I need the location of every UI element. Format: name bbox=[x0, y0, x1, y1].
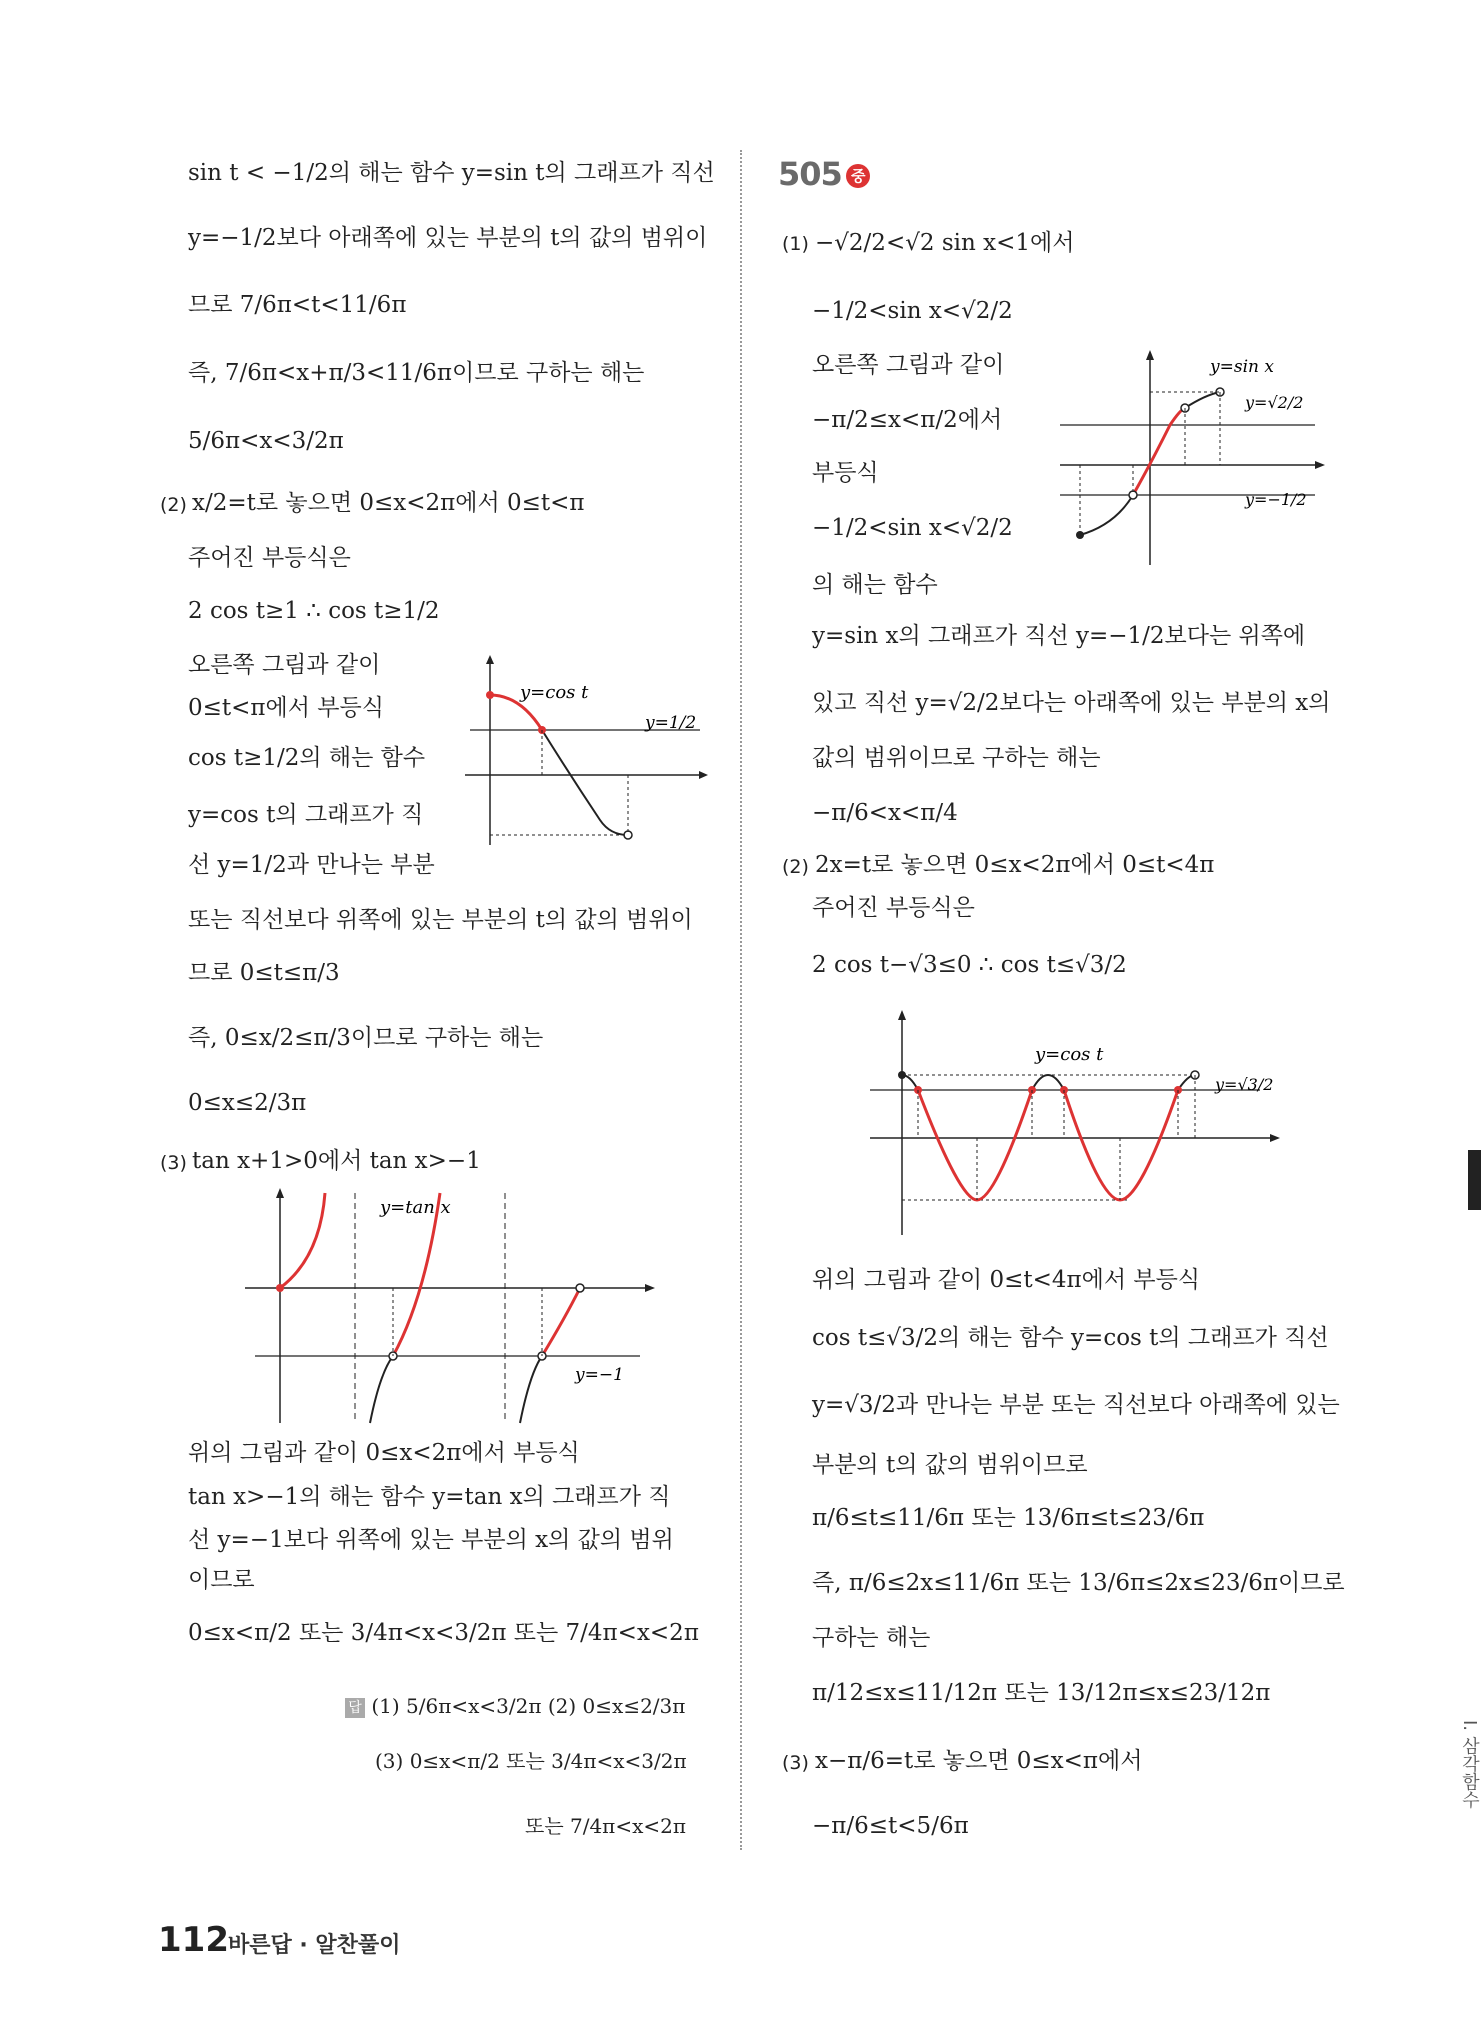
right-line-7: 의 해는 함수 bbox=[812, 572, 938, 598]
sin-graph-bottom-line: y=−1/2 bbox=[1245, 490, 1307, 509]
column-divider bbox=[740, 150, 742, 1850]
right-line-24: −π/6≤t<5/6π bbox=[812, 1813, 969, 1839]
right-line-17: y=√3/2과 만나는 부분 또는 직선보다 아래쪽에 있는 bbox=[812, 1392, 1340, 1418]
problem-number: 505 중 bbox=[778, 155, 870, 193]
right-line-1: −√2/2<√2 sin x<1에서 bbox=[815, 230, 1075, 256]
sin-graph bbox=[1055, 350, 1325, 570]
left-line-12: y=cos t의 그래프가 직 bbox=[188, 802, 424, 828]
left-line-14: 또는 직선보다 위쪽에 있는 부분의 t의 값의 범위이 bbox=[188, 907, 693, 933]
left-line-10: 0≤t<π에서 부등식 bbox=[188, 695, 384, 721]
left-line-19: 위의 그림과 같이 0≤x<2π에서 부등식 bbox=[188, 1440, 580, 1466]
sin-graph-label: y=sin x bbox=[1210, 357, 1274, 377]
right-line-2: −1/2<sin x<√2/2 bbox=[812, 298, 1013, 324]
cos2-graph-label: y=cos t bbox=[1035, 1044, 1104, 1065]
left-line-22: 이므로 bbox=[188, 1567, 255, 1593]
right-line-19: π/6≤t≤11/6π 또는 13/6π≤t≤23/6π bbox=[812, 1505, 1205, 1531]
answer-line-1 bbox=[345, 1695, 685, 1718]
left-line-16: 즉, 0≤x/2≤π/3이므로 구하는 해는 bbox=[188, 1025, 544, 1051]
left-line-21: 선 y=−1보다 위쪽에 있는 부분의 x의 값의 범위 bbox=[188, 1527, 674, 1553]
answer-text-1: (1) 5/6π<x<3/2π (2) 0≤x≤2/3π bbox=[371, 1694, 686, 1718]
right-line-15: 위의 그림과 같이 0≤t<4π에서 부등식 bbox=[812, 1267, 1201, 1293]
left-line-20: tan x>−1의 해는 함수 y=tan x의 그래프가 직 bbox=[188, 1484, 671, 1510]
right-line-21: 구하는 해는 bbox=[812, 1625, 931, 1651]
left-line-8: 2 cos t≥1 ∴ cos t≥1/2 bbox=[188, 598, 440, 624]
cos-graph-right bbox=[850, 1010, 1280, 1240]
cos-graph-left bbox=[460, 650, 710, 850]
sin-graph-top-line: y=√2/2 bbox=[1245, 393, 1304, 412]
right-line-13: 주어진 부등식은 bbox=[812, 895, 975, 921]
left-line-6: x/2=t로 놓으면 0≤x<2π에서 0≤t<π bbox=[192, 490, 585, 516]
right-line-12: 2x=t로 놓으면 0≤x<2π에서 0≤t<4π bbox=[815, 852, 1215, 878]
cos2-graph-line-label: y=√3/2 bbox=[1215, 1075, 1274, 1094]
left-line-1: sin t < −1/2의 해는 함수 y=sin t의 그래프가 직선 bbox=[188, 160, 715, 186]
side-chapter-text: I. 삼각함수 bbox=[1459, 1720, 1480, 1809]
right-line-11: −π/6<x<π/4 bbox=[812, 800, 958, 826]
right-line-10: 값의 범위이므로 구하는 해는 bbox=[812, 745, 1101, 771]
answer-line-2: (3) 0≤x<π/2 또는 3/4π<x<3/2π bbox=[375, 1749, 687, 1773]
page-label: 바른답 · 알찬풀이 bbox=[228, 1933, 401, 1958]
left-line-11: cos t≥1/2의 해는 함수 bbox=[188, 745, 426, 771]
right-question-2: (2) bbox=[782, 856, 809, 878]
right-question-1: (1) bbox=[782, 233, 809, 255]
tan-graph-label: y=tan x bbox=[380, 1197, 451, 1218]
left-line-4: 즉, 7/6π<x+π/3<11/6π이므로 구하는 해는 bbox=[188, 360, 645, 386]
right-question-3: (3) bbox=[782, 1752, 809, 1774]
left-line-13: 선 y=1/2과 만나는 부분 bbox=[188, 852, 435, 878]
right-line-18: 부분의 t의 값의 범위이므로 bbox=[812, 1452, 1088, 1478]
side-tab bbox=[1468, 1150, 1481, 1210]
right-line-6: −1/2<sin x<√2/2 bbox=[812, 515, 1013, 541]
cos-graph-label: y=cos t bbox=[520, 682, 589, 703]
answer-box: 답 bbox=[345, 1698, 365, 1718]
tan-graph bbox=[240, 1188, 660, 1428]
tan-graph-line-label: y=−1 bbox=[575, 1365, 624, 1385]
right-line-14: 2 cos t−√3≤0 ∴ cos t≤√3/2 bbox=[812, 952, 1127, 978]
left-line-7: 주어진 부등식은 bbox=[188, 545, 351, 571]
page-number: 112 bbox=[158, 1920, 229, 1960]
left-question-2: (2) bbox=[160, 494, 187, 516]
right-line-3: 오른쪽 그림과 같이 bbox=[812, 352, 1005, 378]
cos-graph-line-label: y=1/2 bbox=[645, 713, 697, 733]
left-line-2: y=−1/2보다 아래쪽에 있는 부분의 t의 값의 범위이 bbox=[188, 225, 708, 251]
answer-line-3: 또는 7/4π<x<2π bbox=[525, 1814, 686, 1838]
left-line-3: 므로 7/6π<t<11/6π bbox=[188, 292, 407, 318]
right-line-20: 즉, π/6≤2x≤11/6π 또는 13/6π≤2x≤23/6π이므로 bbox=[812, 1570, 1345, 1596]
left-line-23: 0≤x<π/2 또는 3/4π<x<3/2π 또는 7/4π<x<2π bbox=[188, 1620, 699, 1646]
left-line-9: 오른쪽 그림과 같이 bbox=[188, 652, 381, 678]
right-line-23: x−π/6=t로 놓으면 0≤x<π에서 bbox=[815, 1748, 1143, 1774]
right-line-5: 부등식 bbox=[812, 460, 879, 486]
right-line-9: 있고 직선 y=√2/2보다는 아래쪽에 있는 부분의 x의 bbox=[812, 690, 1331, 716]
right-line-22: π/12≤x≤11/12π 또는 13/12π≤x≤23/12π bbox=[812, 1680, 1271, 1706]
left-line-17: 0≤x≤2/3π bbox=[188, 1090, 307, 1116]
right-line-16: cos t≤√3/2의 해는 함수 y=cos t의 그래프가 직선 bbox=[812, 1325, 1329, 1351]
right-line-4: −π/2≤x<π/2에서 bbox=[812, 407, 1003, 433]
left-line-5: 5/6π<x<3/2π bbox=[188, 428, 344, 454]
left-line-15: 므로 0≤t≤π/3 bbox=[188, 960, 340, 986]
left-line-18: tan x+1>0에서 tan x>−1 bbox=[192, 1148, 481, 1174]
difficulty-icon: 중 bbox=[846, 164, 870, 188]
right-line-8: y=sin x의 그래프가 직선 y=−1/2보다는 위쪽에 bbox=[812, 623, 1306, 649]
left-question-3: (3) bbox=[160, 1152, 187, 1174]
